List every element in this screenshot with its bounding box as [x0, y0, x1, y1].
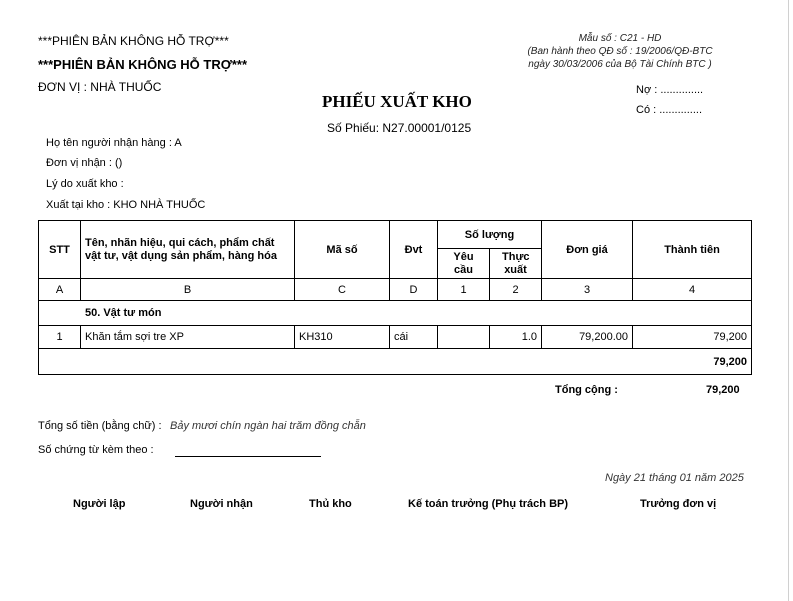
amount-words-label: Tổng số tiền (bằng chữ) : — [38, 420, 162, 432]
attachments-line — [175, 456, 321, 457]
letter-cell: 3 — [542, 279, 633, 301]
form-code: Mẫu số : C21 - HD — [578, 33, 662, 44]
form-issued: (Ban hành theo QĐ số : 19/2006/QĐ-BTC — [527, 46, 713, 57]
header-unit: Đvt — [390, 221, 438, 279]
row-item-name: Khăn tắm sợi tre XP — [81, 326, 295, 349]
row-qty-required — [438, 326, 490, 349]
export-warehouse: Xuất tại kho : KHO NHÀ THUỐC — [46, 199, 206, 211]
row-stt: 1 — [39, 326, 81, 349]
unsupported-watermark-1: ***PHIÊN BẢN KHÔNG HỖ TRỢ*** — [38, 34, 229, 48]
signature-creator: Người lập — [73, 498, 126, 510]
signing-date: Ngày 21 tháng 01 năm 2025 — [605, 472, 744, 484]
letter-cell: C — [295, 279, 390, 301]
items-table — [38, 220, 752, 375]
header-price: Đơn giá — [542, 221, 633, 279]
voucher-number: Số Phiếu: N27.00001/0125 — [327, 121, 472, 135]
signature-storekeeper: Thủ kho — [309, 498, 352, 510]
subtotal-row — [39, 349, 752, 375]
recipient-name: Họ tên người nhận hàng : A — [46, 137, 182, 149]
recipient-unit: Đơn vị nhận : () — [46, 157, 123, 169]
letter-cell: 1 — [438, 279, 490, 301]
row-unit: cái — [390, 326, 438, 349]
row-qty-actual: 1.0 — [490, 326, 542, 349]
page-edge-line — [788, 0, 789, 601]
letter-cell: 4 — [633, 279, 752, 301]
group-label: 50. Vật tư món — [39, 301, 752, 326]
total-value: 79,200 — [706, 384, 740, 396]
letter-cell: B — [81, 279, 295, 301]
form-date: ngày 30/03/2006 của Bộ Tài Chính BTC ) — [528, 59, 712, 70]
group-row — [39, 301, 752, 326]
unit-label: ĐƠN VỊ : NHÀ THUỐC — [38, 80, 162, 94]
subtotal-value: 79,200 — [633, 349, 752, 375]
table-row — [39, 326, 752, 349]
export-reason: Lý do xuất kho : — [46, 178, 124, 190]
header-quantity: Số lượng — [438, 221, 542, 249]
header-code: Mã số — [295, 221, 390, 279]
column-letters-row — [39, 279, 752, 301]
debit-label: Nợ : .............. — [636, 84, 704, 96]
row-code: KH310 — [295, 326, 390, 349]
header-amount: Thành tiên — [633, 221, 752, 279]
letter-cell: D — [390, 279, 438, 301]
header-qty-required: Yêu cầu — [438, 249, 490, 279]
form-meta — [520, 32, 720, 71]
row-amount: 79,200 — [633, 326, 752, 349]
total-label: Tổng cộng : — [555, 384, 618, 396]
attachments-label: Số chứng từ kèm theo : — [38, 444, 154, 456]
amount-words-value: Bảy mươi chín ngàn hai trăm đồng chẵn — [170, 420, 366, 432]
header-qty-actual: Thực xuất — [490, 249, 542, 279]
header-item-name: Tên, nhãn hiệu, qui cách, phẩm chất vật tư, vật dụng sản phẩm, hàng hóa — [81, 221, 295, 279]
signature-chief-accountant: Kế toán trưởng (Phụ trách BP) — [408, 498, 569, 510]
letter-cell: A — [39, 279, 81, 301]
letter-cell: 2 — [490, 279, 542, 301]
page-title: PHIẾU XUẤT KHO — [322, 92, 472, 111]
signature-receiver: Người nhận — [190, 498, 253, 510]
row-price: 79,200.00 — [542, 326, 633, 349]
unsupported-watermark-2: ***PHIÊN BẢN KHÔNG HỖ TRỢ*** — [38, 57, 248, 72]
signature-unit-head: Trưởng đơn vị — [640, 498, 717, 510]
credit-label: Có : .............. — [636, 104, 703, 116]
table-header-row — [39, 221, 752, 249]
header-stt: STT — [39, 221, 81, 279]
